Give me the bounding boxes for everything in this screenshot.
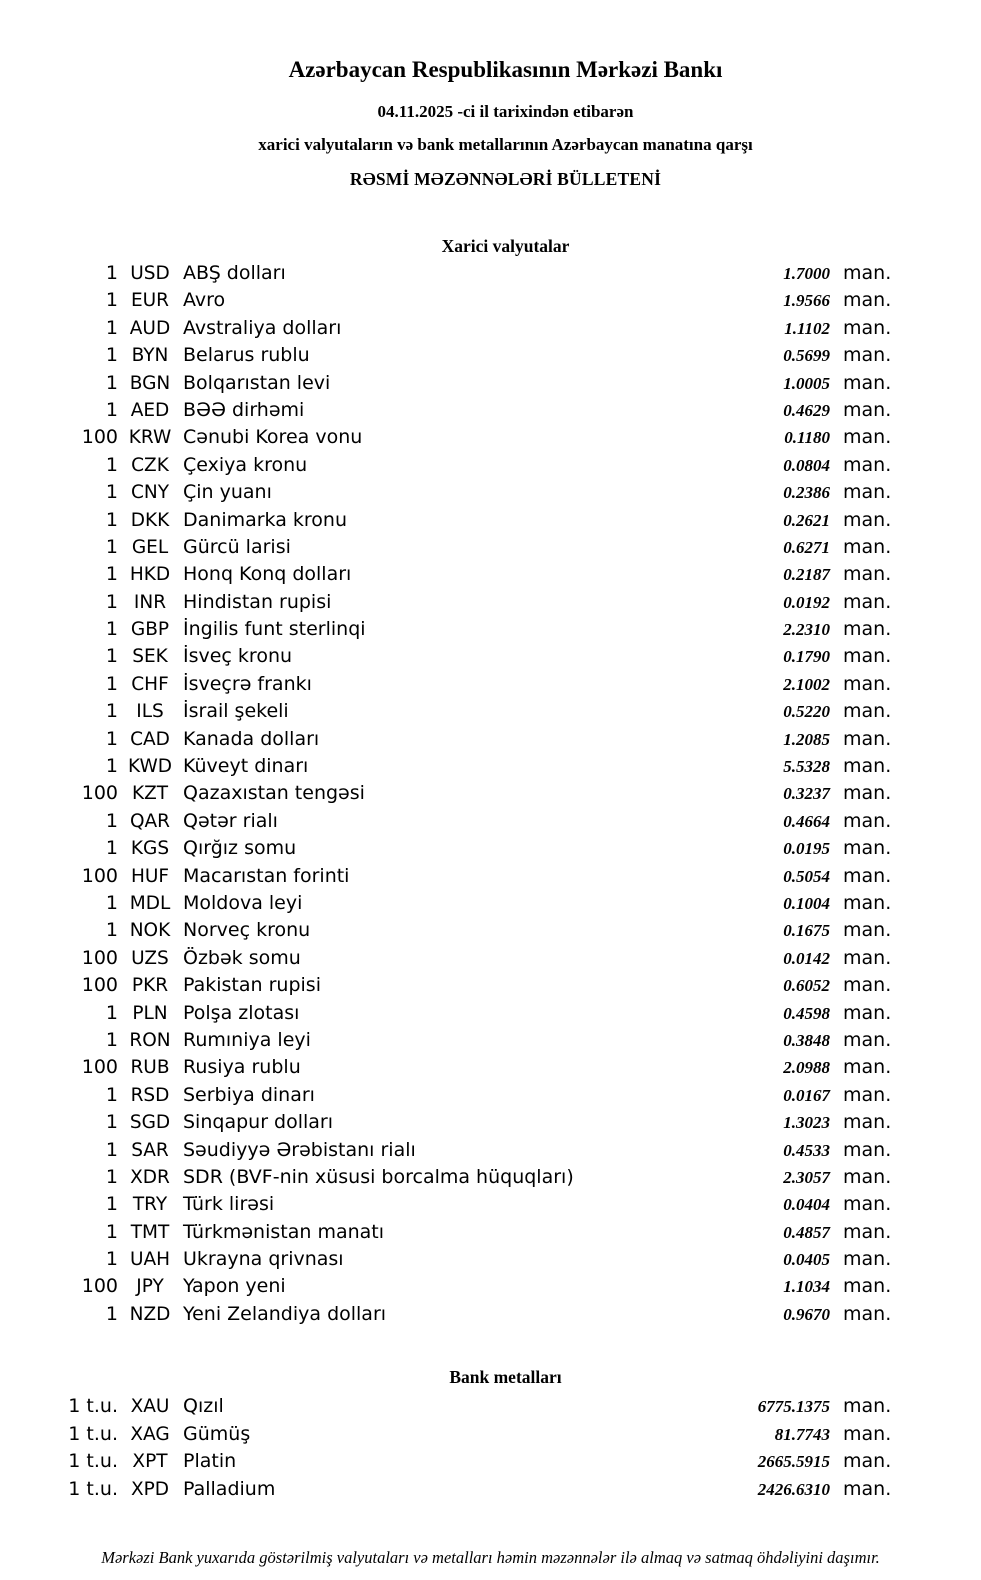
currency-qty: 100 [81,1275,118,1298]
currency-code: BYN [131,345,169,367]
currency-rate: 0.1675 [783,921,830,941]
currency-rate: 2.1002 [783,674,830,694]
currency-qty: 1 [105,919,118,942]
currency-rate: 0.5699 [783,346,830,366]
currency-unit: man. [843,590,892,613]
currency-unit: man. [843,371,892,394]
currency-name: Pakistan rupisi [183,974,321,997]
currency-name: Serbiya dinarı [183,1083,315,1106]
currency-rate: 0.5220 [783,702,830,722]
currency-rate: 0.2621 [783,510,830,530]
metal-qty: 1 t.u. [68,1450,118,1473]
currency-name: Çin yuanı [183,481,272,504]
currency-code: JPY [136,1276,164,1298]
currency-row [0,1301,981,1328]
metal-name: Platin [183,1450,237,1473]
currency-name: Qırğız somu [183,837,297,860]
currency-rate: 0.4598 [783,1003,830,1023]
currency-name: Norveç kronu [183,919,311,942]
currency-rate: 2.0988 [783,1058,830,1078]
currency-rate: 0.0167 [783,1085,830,1105]
currency-row [0,671,981,698]
currency-name: Ukrayna qrivnası [183,1248,344,1271]
currency-unit: man. [843,1220,892,1243]
currency-name: Moldova leyi [183,891,303,914]
currency-name: İsveçrə frankı [183,672,312,695]
currency-row [0,260,981,287]
currency-name: Kanada dolları [183,727,320,750]
currency-unit: man. [843,645,892,668]
currency-row [0,780,981,807]
currency-code: CHF [131,673,169,695]
currency-unit: man. [843,1165,892,1188]
currency-qty: 1 [105,535,118,558]
currency-row [0,835,981,862]
currency-code: KRW [128,427,172,449]
currency-qty: 1 [105,453,118,476]
currency-code: ILS [136,701,164,723]
currency-name: Küveyt dinarı [183,755,309,778]
currency-code: QAR [129,810,171,832]
currency-name: Qətər rialı [183,809,278,832]
currency-table [0,260,981,1328]
currency-unit: man. [843,974,892,997]
currency-unit: man. [843,563,892,586]
currency-code: BGN [129,372,171,394]
date-line: 04.11.2025 -ci il tarixindən etibarən [377,102,634,121]
currency-name: Türk lirəsi [183,1193,275,1216]
currency-qty: 100 [81,974,118,997]
page-title: Azərbaycan Respublikasının Mərkəzi Bankı [288,57,723,82]
currency-unit: man. [843,453,892,476]
currency-name: Macarıstan forinti [183,864,350,887]
currency-row [0,424,981,451]
metal-row [0,1393,981,1421]
currency-name: SDR (BVF-nin xüsusi borcalma hüquqları) [183,1165,574,1188]
currency-row [0,616,981,643]
currency-row [0,452,981,479]
currency-unit: man. [843,344,892,367]
currency-row [0,507,981,534]
currency-name: Türkmənistan manatı [183,1220,385,1243]
currency-qty: 100 [81,864,118,887]
currency-rate: 0.3848 [783,1030,830,1050]
currency-qty: 1 [105,837,118,860]
currency-unit: man. [843,1028,892,1051]
currency-unit: man. [843,809,892,832]
metal-qty: 1 t.u. [68,1422,118,1445]
currency-row [0,917,981,944]
currency-name: Bolqarıstan levi [183,371,331,394]
currency-unit: man. [843,508,892,531]
metal-row [0,1448,981,1476]
currency-qty: 1 [105,563,118,586]
currency-name: Səudiyyə Ərəbistanı rialı [183,1138,416,1161]
currency-row [0,370,981,397]
currency-rate: 0.6052 [783,976,830,996]
currency-name: Yeni Zelandiya dolları [183,1302,387,1325]
currency-code: SGD [129,1112,171,1134]
currency-qty: 1 [105,755,118,778]
currency-unit: man. [843,946,892,969]
metal-name: Gümüş [183,1422,251,1445]
currency-code: KGS [130,838,170,860]
currency-row [0,1027,981,1054]
currency-rate: 0.0404 [783,1195,830,1215]
currency-qty: 1 [105,398,118,421]
section-heading-metals: Bank metalları [449,1367,562,1387]
currency-code: CZK [131,454,169,476]
currency-row [0,589,981,616]
currency-rate: 1.1102 [784,318,830,338]
currency-unit: man. [843,1111,892,1134]
metal-code: XAU [130,1396,170,1417]
currency-row [0,1054,981,1081]
currency-unit: man. [843,727,892,750]
currency-code: NOK [129,920,171,942]
currency-code: RUB [130,1057,170,1079]
currency-rate: 0.0142 [783,948,830,968]
currency-row [0,1164,981,1191]
currency-rate: 2.3057 [783,1167,830,1187]
currency-code: NZD [129,1303,171,1325]
metal-qty: 1 t.u. [68,1395,118,1417]
currency-rate: 0.5054 [783,866,830,886]
currency-unit: man. [843,1001,892,1024]
currency-qty: 1 [105,262,118,284]
currency-rate: 1.3023 [783,1113,830,1133]
currency-unit: man. [843,864,892,887]
metal-rate: 81.7743 [774,1424,830,1444]
currency-unit: man. [843,618,892,641]
currency-name: Özbək somu [183,946,301,969]
currency-code: SAR [131,1139,169,1161]
currency-name: Polşa zlotası [183,1001,300,1024]
currency-row [0,1246,981,1273]
currency-qty: 1 [105,590,118,613]
currency-name: İngilis funt sterlinqi [183,618,366,641]
currency-qty: 1 [105,727,118,750]
currency-row [0,342,981,369]
bulletin-title: RƏSMİ MƏZƏNNƏLƏRİ BÜLLETENİ [349,169,662,189]
currency-unit: man. [843,1056,892,1079]
currency-unit: man. [843,1248,892,1271]
currency-unit: man. [843,426,892,449]
currency-rate: 2.2310 [783,620,830,640]
currency-unit: man. [843,1302,892,1325]
currency-rate: 0.1004 [783,893,830,913]
metal-code: XAG [130,1423,170,1445]
currency-code: XDR [130,1166,170,1188]
currency-unit: man. [843,700,892,723]
currency-name: Danimarka kronu [183,508,348,531]
currency-row [0,397,981,424]
currency-name: İsrail şekeli [183,700,289,723]
footer-note: Mərkəzi Bank yuxarıda göstərilmiş valyutaları və metalları həmin məzənnələr ilə almaq və satmaq öhdəliyini daşımır. [101,1548,880,1567]
currency-code: TMT [130,1221,170,1243]
currency-qty: 1 [105,344,118,367]
currency-code: HKD [129,564,171,586]
currency-name: Gürcü larisi [183,535,291,558]
currency-code: PKR [131,975,169,997]
currency-rate: 5.5328 [783,757,830,777]
currency-rate: 1.0005 [783,373,830,393]
currency-rate: 0.4857 [783,1222,830,1242]
currency-qty: 1 [105,1083,118,1106]
subtitle-line: xarici valyutaların və bank metallarının Azərbaycan manatına qarşı [258,135,753,154]
currency-unit: man. [843,535,892,558]
currency-rate: 0.0405 [783,1250,830,1270]
metal-code: XPT [132,1451,168,1473]
metal-rate: 2426.6310 [757,1480,830,1500]
currency-qty: 1 [105,1165,118,1188]
currency-rate: 1.9566 [783,291,830,311]
metal-code: XPD [130,1479,170,1501]
currency-rate: 0.1180 [784,428,830,448]
currency-qty: 1 [105,891,118,914]
metal-unit: man. [843,1450,892,1473]
currency-code: SEK [132,646,168,668]
currency-row [0,1082,981,1109]
metal-name: Palladium [183,1478,276,1501]
currency-unit: man. [843,672,892,695]
currency-code: CAD [130,728,170,750]
currency-name: Çexiya kronu [183,453,308,476]
currency-code: DKK [130,509,170,531]
currency-qty: 1 [105,1028,118,1051]
currency-qty: 1 [105,508,118,531]
metal-unit: man. [843,1422,892,1445]
currency-rate: 0.0804 [783,455,830,475]
currency-name: Cənubi Korea vonu [183,426,363,449]
currency-qty: 1 [105,645,118,668]
currency-rate: 0.0195 [783,839,830,859]
currency-code: CNY [130,482,170,504]
currency-unit: man. [843,782,892,805]
currency-code: RSD [130,1084,170,1106]
currency-code: HUF [130,865,170,887]
currency-name: ABŞ dolları [183,262,286,284]
currency-unit: man. [843,755,892,778]
currency-qty: 1 [105,1193,118,1216]
currency-name: Sinqapur dolları [183,1111,334,1134]
currency-rate: 0.6271 [783,537,830,557]
currency-qty: 1 [105,700,118,723]
metal-name: Qızıl [183,1395,224,1417]
currency-rate: 0.0192 [783,592,830,612]
currency-name: Qazaxıstan tengəsi [183,782,365,805]
currency-qty: 1 [105,672,118,695]
currency-unit: man. [843,1275,892,1298]
currency-name: Avro [183,289,226,312]
currency-qty: 1 [105,1302,118,1325]
currency-rate: 0.4664 [783,811,830,831]
currency-row [0,534,981,561]
currency-unit: man. [843,316,892,339]
currency-qty: 100 [81,1056,118,1079]
metal-unit: man. [843,1478,892,1501]
currency-unit: man. [843,1083,892,1106]
metal-rate: 6775.1375 [757,1397,830,1416]
currency-unit: man. [843,398,892,421]
currency-qty: 1 [105,316,118,339]
currency-rate: 0.4629 [783,400,830,420]
currency-name: Honq Konq dolları [183,563,352,586]
currency-qty: 1 [105,1001,118,1024]
currency-name: Avstraliya dolları [183,316,342,339]
currency-row [0,726,981,753]
currency-name: Hindistan rupisi [183,590,332,613]
currency-unit: man. [843,262,892,284]
currency-name: İsveç kronu [183,645,293,668]
currency-unit: man. [843,891,892,914]
currency-rate: 0.2386 [783,483,830,503]
currency-unit: man. [843,289,892,312]
metal-qty: 1 t.u. [68,1478,118,1501]
currency-code: GEL [131,536,169,558]
currency-qty: 1 [105,371,118,394]
currency-qty: 1 [105,1220,118,1243]
currency-qty: 100 [81,426,118,449]
currency-row [0,1219,981,1246]
currency-qty: 1 [105,809,118,832]
currency-code: UAH [129,1249,171,1271]
currency-unit: man. [843,919,892,942]
currency-rate: 0.9670 [783,1304,830,1324]
currency-code: INR [133,591,167,613]
currency-code: TRY [132,1194,168,1216]
currency-name: Belarus rublu [183,344,310,367]
currency-qty: 1 [105,618,118,641]
currency-code: AUD [129,317,171,339]
currency-name: Rusiya rublu [183,1056,301,1079]
currency-row [0,945,981,972]
currency-qty: 100 [81,782,118,805]
currency-unit: man. [843,481,892,504]
currency-row [0,863,981,890]
section-heading-currencies: Xarici valyutalar [441,236,570,256]
metal-unit: man. [843,1395,892,1417]
currency-qty: 1 [105,289,118,312]
currency-rate: 0.4533 [783,1140,830,1160]
currency-unit: man. [843,1138,892,1161]
currency-code: USD [130,263,170,284]
metal-row [0,1476,981,1504]
currency-row [0,1137,981,1164]
currency-name: BƏƏ dirhəmi [183,398,305,421]
currency-rate: 0.2187 [783,565,830,585]
currency-code: RON [129,1029,171,1051]
currency-row [0,972,981,999]
currency-qty: 1 [105,1138,118,1161]
currency-rate: 1.1034 [783,1277,830,1297]
currency-name: Yapon yeni [183,1275,286,1298]
currency-code: KZT [131,783,169,805]
currency-qty: 1 [105,481,118,504]
metal-row [0,1421,981,1449]
currency-row [0,315,981,342]
currency-row [0,808,981,835]
currency-qty: 1 [105,1111,118,1134]
currency-row [0,890,981,917]
currency-code: MDL [129,892,171,914]
currency-rate: 0.3237 [783,784,830,804]
currency-rate: 1.2085 [783,729,830,749]
currency-code: AED [130,399,170,421]
currency-code: PLN [132,1002,168,1024]
currency-row [0,1109,981,1136]
currency-unit: man. [843,837,892,860]
currency-unit: man. [843,1193,892,1216]
currency-rate: 0.1790 [783,647,830,667]
currency-qty: 1 [105,1248,118,1271]
currency-row [0,698,981,725]
currency-code: EUR [130,290,170,312]
currency-row [0,1273,981,1300]
currency-row [0,287,981,314]
currency-code: GBP [130,619,170,641]
currency-name: Rumıniya leyi [183,1028,311,1051]
currency-rate: 1.7000 [783,264,830,283]
currency-row [0,1191,981,1218]
currency-row [0,643,981,670]
currency-row [0,479,981,506]
metal-rate: 2665.5915 [757,1452,830,1472]
metals-table [0,1393,981,1504]
currency-row [0,561,981,588]
currency-code: UZS [131,947,169,969]
currency-row [0,753,981,780]
currency-code: KWD [127,756,172,778]
currency-qty: 100 [81,946,118,969]
currency-row [0,1000,981,1027]
